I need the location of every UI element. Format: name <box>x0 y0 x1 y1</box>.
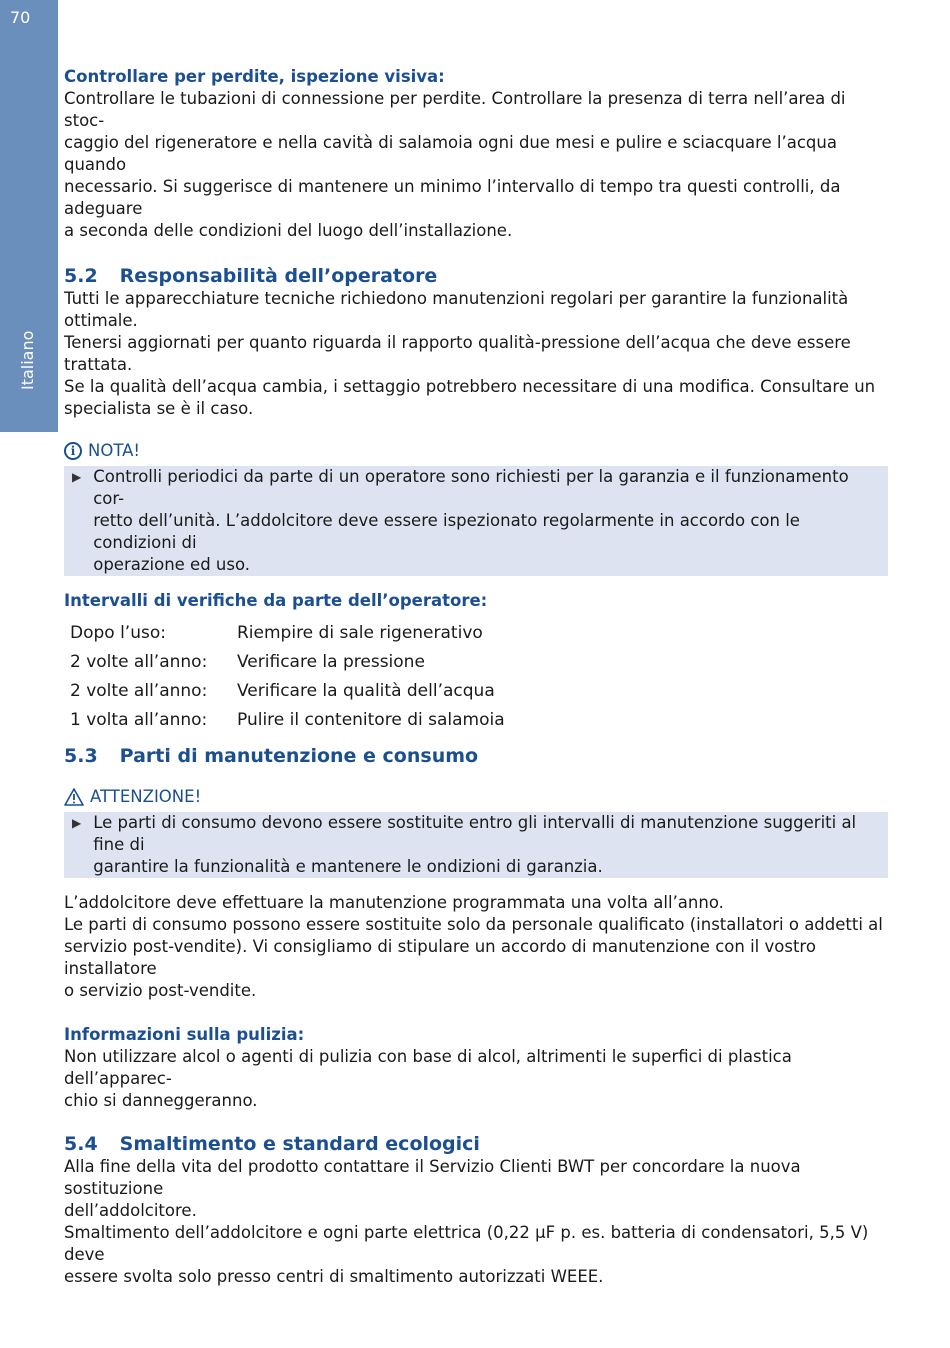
leak-check-line: caggio del rigeneratore e nella cavità di salamoia ogni due mesi e pulire e sciacquare l’acqua quando <box>64 133 837 174</box>
interval-task: Riempire di sale rigenerativo <box>237 622 483 643</box>
note-label: NOTA! <box>88 441 141 460</box>
section-5-3-heading <box>64 744 888 768</box>
body-line: essere svolta solo presso centri di smaltimento autorizzati WEEE. <box>64 1267 604 1286</box>
intervals-table <box>70 618 505 734</box>
section-number: 5.3 <box>64 745 98 767</box>
table-row <box>70 705 505 734</box>
body-line: servizio post-vendite). Vi consigliamo di stipulare un accordo di manutenzione con il vostro installatore <box>64 937 816 978</box>
warning-icon <box>64 788 84 806</box>
note-line: operazione ed uso. <box>93 555 251 574</box>
warning-heading <box>64 786 888 808</box>
interval-when: 2 volte all’anno: <box>70 680 208 701</box>
leak-check-line: necessario. Si suggerisce di mantenere un minimo l’intervallo di tempo tra questi controlli, da adeguare <box>64 177 841 218</box>
interval-task: Pulire il contenitore di salamoia <box>237 709 505 730</box>
body-line: Alla fine della vita del prodotto contattare il Servizio Clienti BWT per concordare la nuova sostituzione <box>64 1157 801 1198</box>
info-icon: i <box>64 442 82 460</box>
body-line: specialista se è il caso. <box>64 399 254 418</box>
warning-line: garantire la funzionalità e mantenere le ondizioni di garanzia. <box>93 857 603 876</box>
note-line: Controlli periodici da parte di un operatore sono richiesti per la garanzia e il funzionamento cor- <box>93 467 849 508</box>
body-line: dell’addolcitore. <box>64 1201 197 1220</box>
section-title: Smaltimento e standard ecologici <box>119 1133 480 1155</box>
body-line: o servizio post-vendite. <box>64 981 257 1000</box>
section-title: Responsabilità dell’operatore <box>119 265 438 287</box>
interval-when: 2 volte all’anno: <box>70 651 208 672</box>
cleaning-heading: Informazioni sulla pulizia: <box>64 1025 305 1044</box>
interval-when: 1 volta all’anno: <box>70 709 208 730</box>
body-line: ottimale. <box>64 311 138 330</box>
warning-line: Le parti di consumo devono essere sostituite entro gli intervalli di manutenzione suggeriti al fine di <box>93 813 857 854</box>
body-line: L’addolcitore deve effettuare la manutenzione programmata una volta all’anno. <box>64 893 724 912</box>
section-title: Parti di manutenzione e consumo <box>119 745 479 767</box>
section-number: 5.4 <box>64 1133 98 1155</box>
cleaning-line: chio si danneggeranno. <box>64 1091 258 1110</box>
body-line: Se la qualità dell’acqua cambia, i settaggio potrebbero necessitare di una modifica. Consultare un <box>64 377 876 396</box>
section-5-2-heading <box>64 264 888 288</box>
page-number: 70 <box>10 8 31 27</box>
section-number: 5.2 <box>64 265 98 287</box>
note-heading <box>64 440 888 462</box>
warning-label: ATTENZIONE! <box>90 787 202 806</box>
interval-task: Verificare la qualità dell’acqua <box>237 680 495 701</box>
triangle-right-icon: ▶ <box>72 816 82 830</box>
triangle-right-icon: ▶ <box>72 470 82 484</box>
table-row <box>70 618 505 647</box>
language-tab-label: Italiano <box>18 330 37 390</box>
interval-when: Dopo l’uso: <box>70 622 166 643</box>
page-content <box>64 66 888 1288</box>
leak-check-line: a seconda delle condizioni del luogo dell’installazione. <box>64 221 513 240</box>
note-line: retto dell’unità. L’addolcitore deve essere ispezionato regolarmente in accordo con le condizioni di <box>93 511 800 552</box>
note-box <box>64 466 888 576</box>
interval-task: Verificare la pressione <box>237 651 425 672</box>
section-5-4-heading <box>64 1132 888 1156</box>
warning-box <box>64 812 888 878</box>
body-line: Tutti le apparecchiature tecniche richiedono manutenzioni regolari per garantire la funzionalità <box>64 289 849 308</box>
table-row <box>70 647 505 676</box>
intervals-heading: Intervalli di verifiche da parte dell’operatore: <box>64 591 488 610</box>
cleaning-line: Non utilizzare alcol o agenti di pulizia con base di alcol, altrimenti le superfici di plastica dell’apparec- <box>64 1047 792 1088</box>
body-line: Smaltimento dell’addolcitore e ogni parte elettrica (0,22 µF p. es. batteria di condensatori, 5,5 V) deve <box>64 1223 869 1264</box>
side-tab <box>0 0 58 432</box>
body-line: Tenersi aggiornati per quanto riguarda il rapporto qualità-pressione dell’acqua che deve essere trattata. <box>64 333 851 374</box>
leak-check-line: Controllare le tubazioni di connessione per perdite. Controllare la presenza di terra nell’area di stoc- <box>64 89 846 130</box>
body-line: Le parti di consumo possono essere sostituite solo da personale qualificato (installatori o addetti al <box>64 915 883 934</box>
table-row <box>70 676 505 705</box>
leak-check-heading: Controllare per perdite, ispezione visiva: <box>64 67 445 86</box>
